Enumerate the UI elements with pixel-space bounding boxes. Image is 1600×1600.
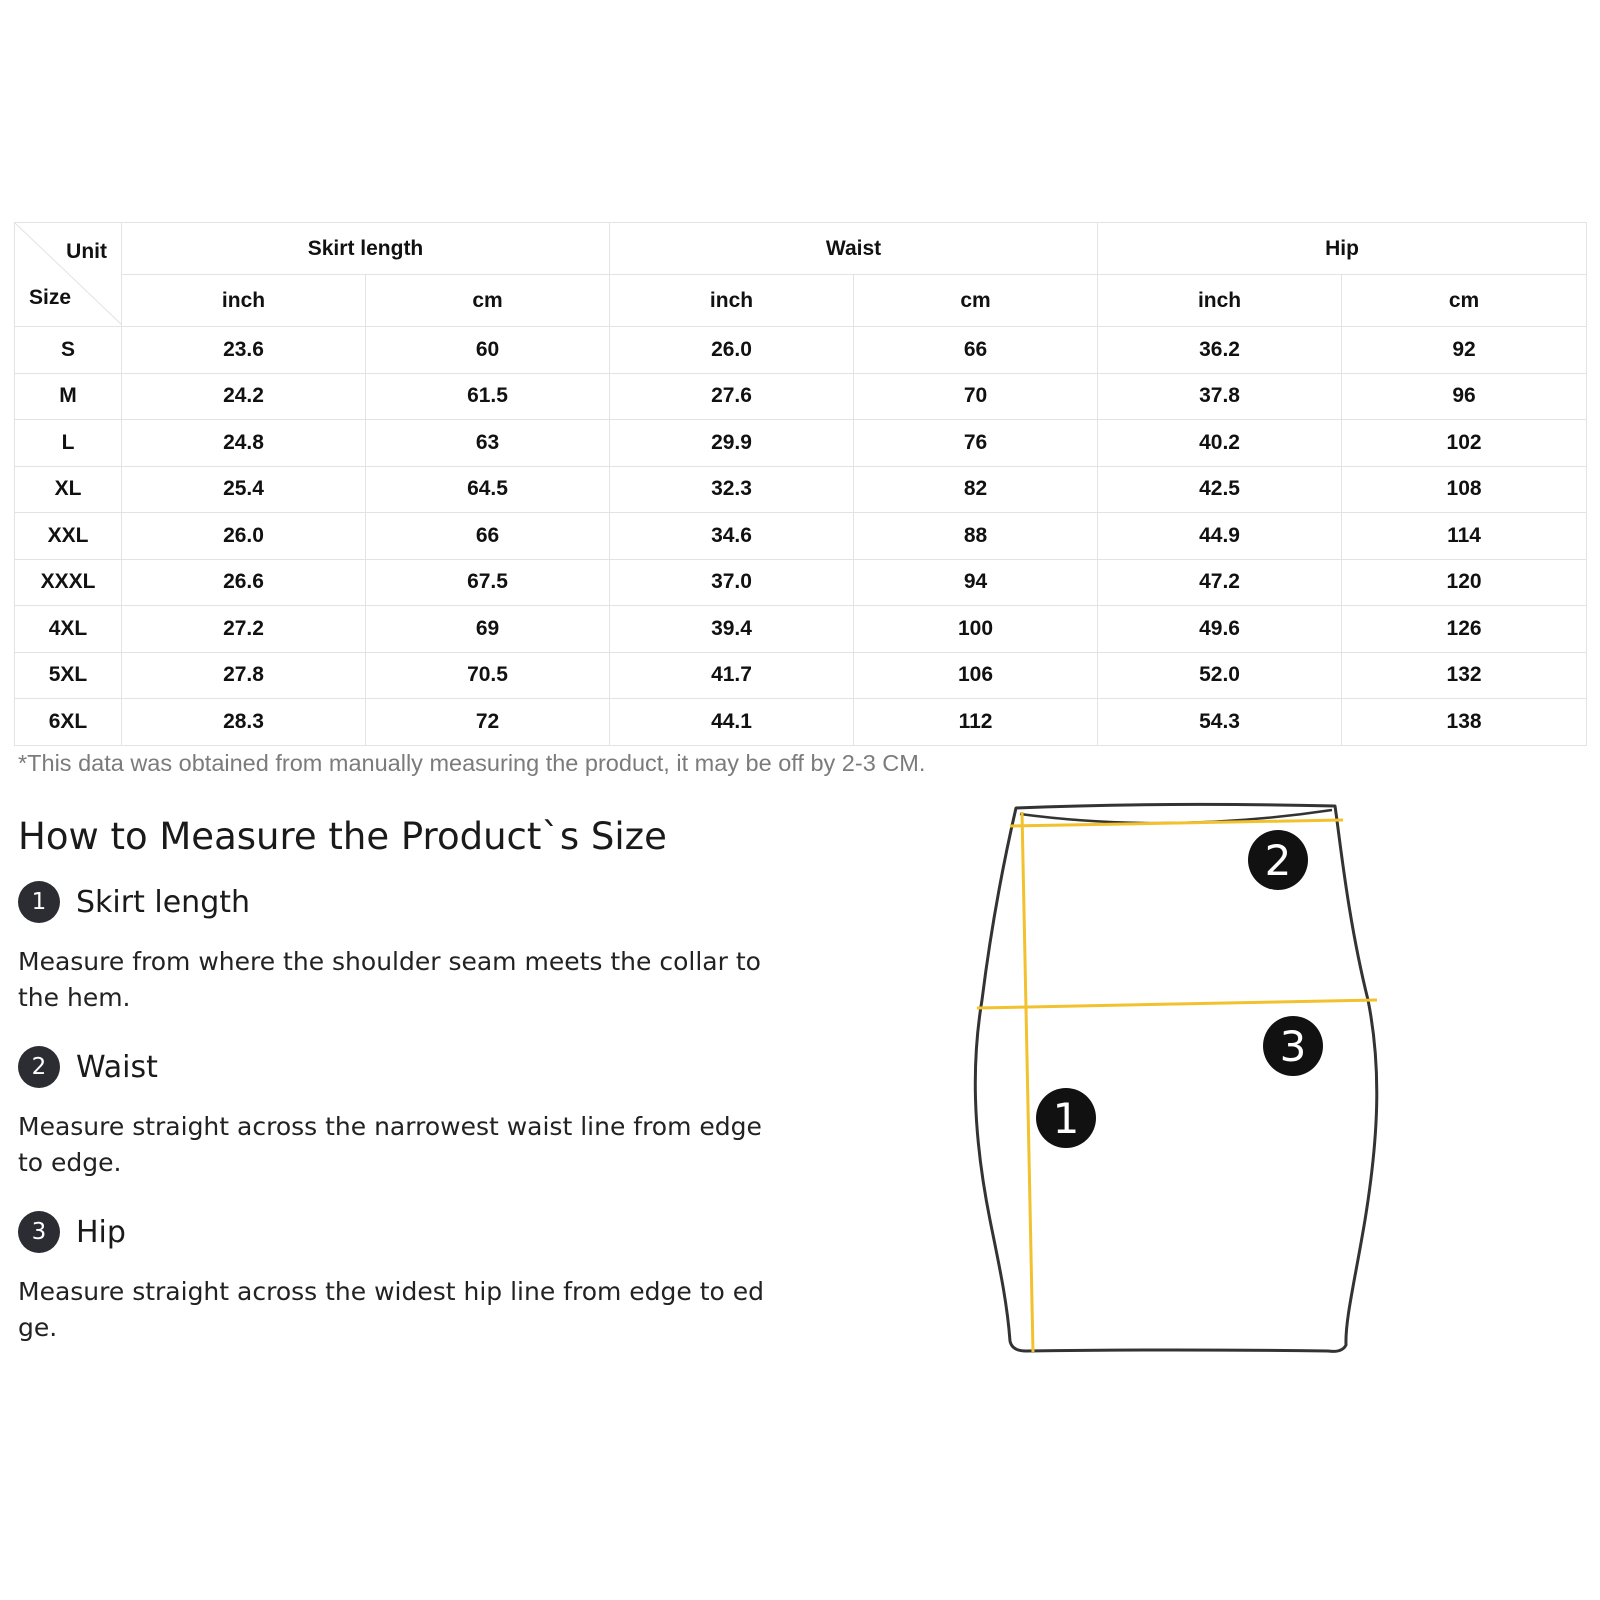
marker-1-label: 1 xyxy=(1052,1094,1080,1143)
measurement-cell: 28.3 xyxy=(122,699,366,746)
measurement-cell: 106 xyxy=(854,652,1098,699)
measurement-cell: 102 xyxy=(1342,420,1587,467)
step-hip-header xyxy=(18,1211,126,1253)
measurement-cell: 126 xyxy=(1342,606,1587,653)
marker-2-label: 2 xyxy=(1264,836,1292,885)
measurement-cell: 100 xyxy=(854,606,1098,653)
measurement-cell: 76 xyxy=(854,420,1098,467)
measurement-cell: 26.6 xyxy=(122,559,366,606)
step-title: Skirt length xyxy=(76,884,251,920)
skirt-measurement-diagram xyxy=(960,800,1400,1380)
measurement-cell: 61.5 xyxy=(366,373,610,420)
unit-header-cell: inch xyxy=(1098,275,1342,327)
measurement-cell: 44.9 xyxy=(1098,513,1342,560)
table-row xyxy=(15,699,1587,746)
table-row xyxy=(15,373,1587,420)
measurement-cell: 66 xyxy=(854,327,1098,374)
step-skirt-length-header xyxy=(18,881,250,923)
size-cell: M xyxy=(15,373,122,420)
group-header-hip: Hip xyxy=(1098,223,1587,275)
measurement-cell: 67.5 xyxy=(366,559,610,606)
unit-header-cell: inch xyxy=(122,275,366,327)
step-title: Hip xyxy=(76,1214,126,1250)
size-cell: 4XL xyxy=(15,606,122,653)
step-number-badge: 3 xyxy=(18,1211,60,1253)
measurement-cell: 39.4 xyxy=(610,606,854,653)
measurement-cell: 37.0 xyxy=(610,559,854,606)
table-unit-header-row xyxy=(15,275,1587,327)
step-number-badge: 2 xyxy=(18,1046,60,1088)
measurement-cell: 44.1 xyxy=(610,699,854,746)
measurement-cell: 64.5 xyxy=(366,466,610,513)
measurement-cell: 114 xyxy=(1342,513,1587,560)
unit-header-cell: cm xyxy=(854,275,1098,327)
size-cell: L xyxy=(15,420,122,467)
unit-header-cell: cm xyxy=(1342,275,1587,327)
marker-3-icon xyxy=(1263,1016,1323,1076)
measurement-cell: 26.0 xyxy=(610,327,854,374)
measurement-cell: 27.8 xyxy=(122,652,366,699)
measurement-cell: 82 xyxy=(854,466,1098,513)
measurement-cell: 112 xyxy=(854,699,1098,746)
measurement-cell: 54.3 xyxy=(1098,699,1342,746)
step-description: Measure from where the shoulder seam meets the collar to the hem. xyxy=(18,947,761,1012)
measurement-cell: 34.6 xyxy=(610,513,854,560)
measurement-cell: 96 xyxy=(1342,373,1587,420)
measurement-cell: 29.9 xyxy=(610,420,854,467)
step-number-badge: 1 xyxy=(18,881,60,923)
table-row xyxy=(15,606,1587,653)
measurement-cell: 69 xyxy=(366,606,610,653)
measurement-cell: 24.8 xyxy=(122,420,366,467)
step-description: Measure straight across the narrowest waist line from edge to edge. xyxy=(18,1112,762,1177)
measurement-cell: 63 xyxy=(366,420,610,467)
table-row xyxy=(15,652,1587,699)
step-title: Waist xyxy=(76,1049,158,1085)
measurement-cell: 23.6 xyxy=(122,327,366,374)
table-row xyxy=(15,420,1587,467)
table-group-header-row xyxy=(15,223,1587,275)
step-description: Measure straight across the widest hip line from edge to edge. xyxy=(18,1277,765,1342)
size-cell: XL xyxy=(15,466,122,513)
table-row xyxy=(15,327,1587,374)
measurement-cell: 132 xyxy=(1342,652,1587,699)
size-cell: 5XL xyxy=(15,652,122,699)
measurement-cell: 24.2 xyxy=(122,373,366,420)
measurement-cell: 32.3 xyxy=(610,466,854,513)
measurement-cell: 70 xyxy=(854,373,1098,420)
marker-3-label: 3 xyxy=(1279,1022,1307,1071)
measurement-cell: 72 xyxy=(366,699,610,746)
marker-1-icon xyxy=(1036,1088,1096,1148)
corner-header-cell xyxy=(15,223,122,327)
table-row xyxy=(15,513,1587,560)
size-cell: 6XL xyxy=(15,699,122,746)
group-header-skirt-length: Skirt length xyxy=(122,223,610,275)
measurement-cell: 108 xyxy=(1342,466,1587,513)
measurement-cell: 36.2 xyxy=(1098,327,1342,374)
corner-unit-label: Unit xyxy=(66,240,107,263)
skirt-outline xyxy=(975,804,1377,1351)
step-waist-header xyxy=(18,1046,158,1088)
group-header-waist: Waist xyxy=(610,223,1098,275)
measurement-cell: 27.2 xyxy=(122,606,366,653)
measurement-cell: 70.5 xyxy=(366,652,610,699)
measurement-cell: 88 xyxy=(854,513,1098,560)
unit-header-cell: inch xyxy=(610,275,854,327)
size-chart-table xyxy=(14,222,1587,746)
measurement-cell: 40.2 xyxy=(1098,420,1342,467)
measurement-cell: 49.6 xyxy=(1098,606,1342,653)
size-cell: XXXL xyxy=(15,559,122,606)
measurement-cell: 47.2 xyxy=(1098,559,1342,606)
measurement-cell: 41.7 xyxy=(610,652,854,699)
measurement-cell: 138 xyxy=(1342,699,1587,746)
measurement-cell: 60 xyxy=(366,327,610,374)
measurement-cell: 25.4 xyxy=(122,466,366,513)
table-row xyxy=(15,559,1587,606)
measurement-cell: 66 xyxy=(366,513,610,560)
unit-header-cell: cm xyxy=(366,275,610,327)
measurement-cell: 26.0 xyxy=(122,513,366,560)
table-row xyxy=(15,466,1587,513)
corner-size-label: Size xyxy=(29,286,72,309)
measurement-cell: 52.0 xyxy=(1098,652,1342,699)
size-cell: S xyxy=(15,327,122,374)
how-to-measure-title: How to Measure the Product`s Size xyxy=(18,815,667,858)
marker-2-icon xyxy=(1248,830,1308,890)
measurement-cell: 92 xyxy=(1342,327,1587,374)
measurement-note: *This data was obtained from manually measuring the product, it may be off by 2-3 CM. xyxy=(18,750,926,776)
measurement-cell: 42.5 xyxy=(1098,466,1342,513)
measurement-cell: 37.8 xyxy=(1098,373,1342,420)
measurement-cell: 94 xyxy=(854,559,1098,606)
measurement-cell: 120 xyxy=(1342,559,1587,606)
size-cell: XXL xyxy=(15,513,122,560)
measurement-cell: 27.6 xyxy=(610,373,854,420)
